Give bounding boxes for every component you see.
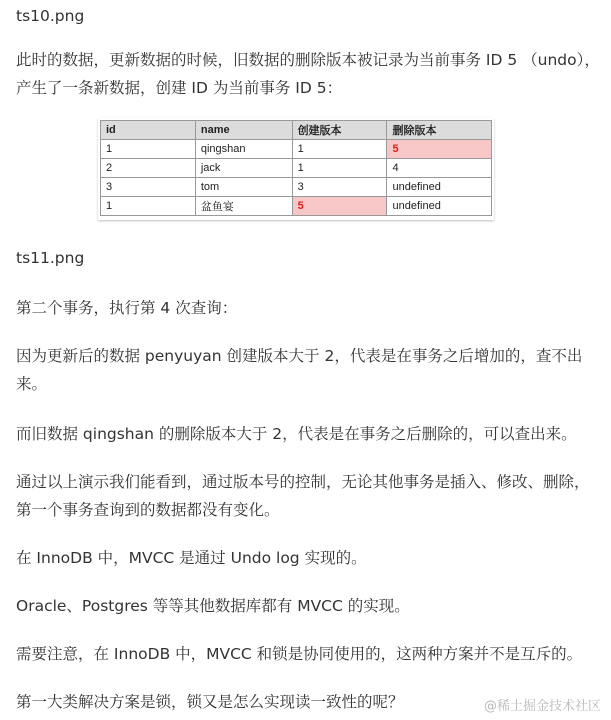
cell-create-version-highlighted: 5 [292, 197, 387, 216]
paragraph-penyuyan-explanation: 因为更新后的数据 penyuyan 创建版本大于 2，代表是在事务之后增加的，查不出来。 [16, 347, 583, 393]
header-name: name [195, 121, 292, 140]
site-watermark: @稀土掘金技术社区 [483, 699, 601, 714]
cell-id: 2 [101, 159, 196, 178]
table-row [101, 159, 492, 178]
paragraph-mvcc-and-locks: 需要注意，在 InnoDB 中，MVCC 和锁是协同使用的，这两种方案并不是互斥的。 [16, 645, 583, 663]
cell-name: jack [195, 159, 292, 178]
cell-name: qingshan [195, 140, 292, 159]
paragraph-lock-question: 第一大类解决方案是锁，锁又是怎么实现读一致性的呢？ [16, 693, 404, 711]
table-header-row [101, 121, 492, 140]
version-table [100, 120, 492, 216]
cell-id: 3 [101, 178, 196, 197]
paragraph-qingshan-explanation: 而旧数据 qingshan 的删除版本大于 2，代表是在事务之后删除的，可以查出来。 [16, 425, 577, 443]
table-row [101, 178, 492, 197]
paragraph-fourth-query: 第二个事务，执行第 4 次查询： [16, 299, 238, 317]
cell-create-version: 1 [292, 140, 387, 159]
cell-create-version: 3 [292, 178, 387, 197]
cell-name: tom [195, 178, 292, 197]
header-id: id [101, 121, 196, 140]
cell-delete-version-highlighted: 5 [387, 140, 492, 159]
paragraph-innodb-undo-log: 在 InnoDB 中，MVCC 是通过 Undo log 实现的。 [16, 549, 367, 567]
cell-delete-version: 4 [387, 159, 492, 178]
cell-delete-version: undefined [387, 178, 492, 197]
table-row [101, 197, 492, 216]
header-delete-version: 删除版本 [387, 121, 492, 140]
cell-delete-version: undefined [387, 197, 492, 216]
paragraph-version-control-summary: 通过以上演示我们能看到，通过版本号的控制，无论其他事务是插入、修改、删除， 第一个事务查询到的数据都没有变化。 [16, 473, 590, 519]
paragraph-other-databases: Oracle、Postgres 等等其他数据库都有 MVCC 的实现。 [16, 597, 410, 615]
cell-id: 1 [101, 140, 196, 159]
version-table-image [98, 118, 494, 220]
image-caption-ts10: ts10.png [16, 7, 85, 25]
table-row [101, 140, 492, 159]
header-create-version: 创建版本 [292, 121, 387, 140]
paragraph-undo-description: 此时的数据，更新数据的时候，旧数据的删除版本被记录为当前事务 ID 5 （undo）， 产生了一条新数据，创建 ID 为当前事务 ID 5： [16, 51, 600, 97]
cell-id: 1 [101, 197, 196, 216]
cell-create-version: 1 [292, 159, 387, 178]
image-caption-ts11: ts11.png [16, 249, 85, 267]
cell-name: 盆鱼宴 [195, 197, 292, 216]
